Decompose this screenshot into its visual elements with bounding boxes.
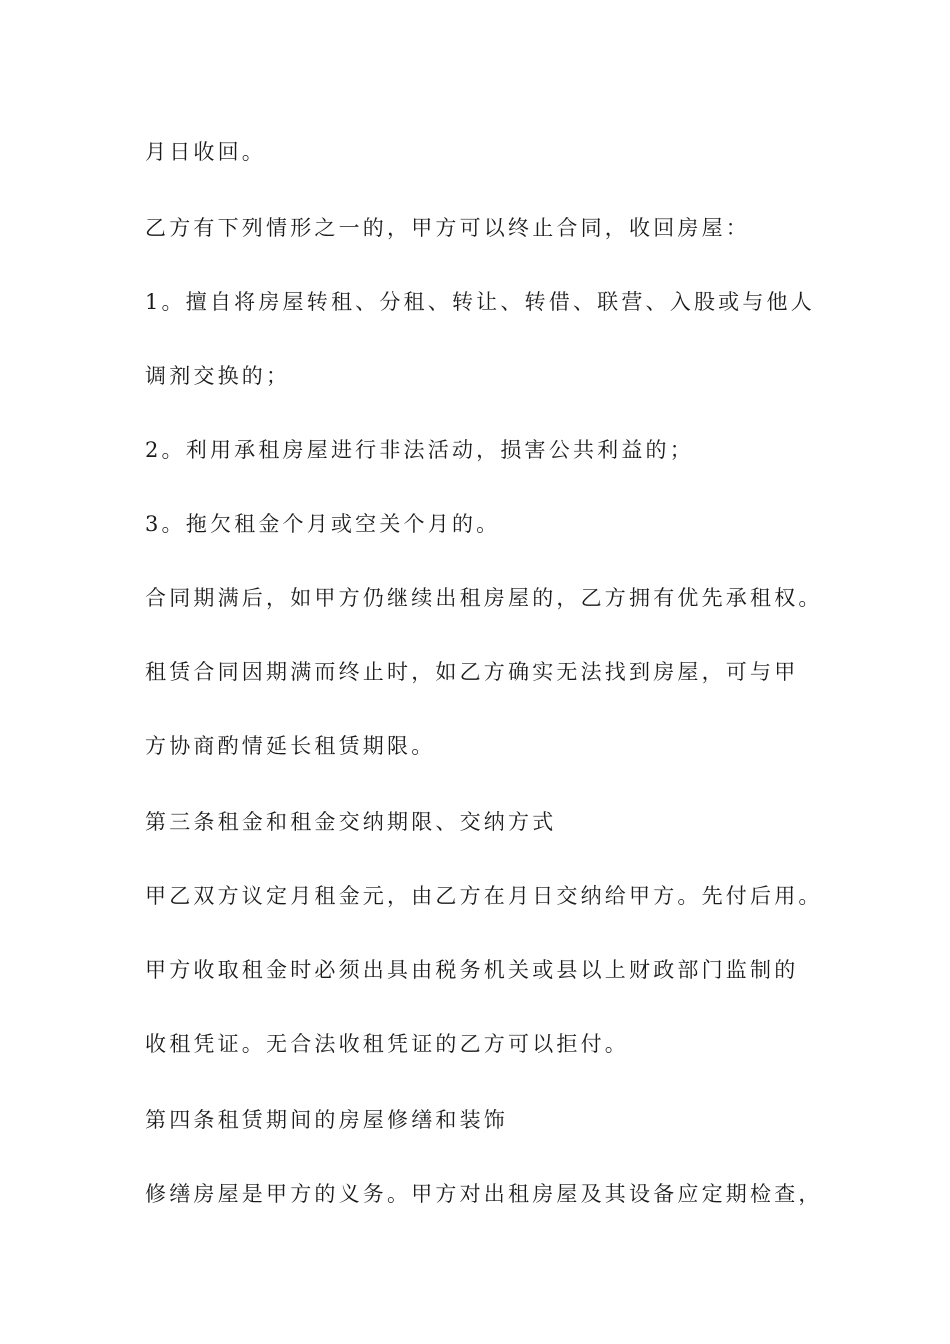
text-line-13: 收租凭证。无合法收租凭证的乙方可以拒付。 [145,1032,629,1056]
section-heading-3: 第三条租金和租金交纳期限、交纳方式 [145,810,557,834]
text-line-15: 修缮房屋是甲方的义务。甲方对出租房屋及其设备应定期检查， [145,1182,823,1206]
text-line-5: 2。利用承租房屋进行非法活动，损害公共利益的； [145,438,694,462]
text-line-12: 甲方收取租金时必须出具由税务机关或县以上财政部门监制的 [145,958,799,982]
text-line-9: 方协商酌情延长租赁期限。 [145,734,436,758]
text-line-1: 月日收回。 [145,140,266,164]
text-line-4: 调剂交换的； [145,364,291,388]
text-line-3: 1。擅自将房屋转租、分租、转让、转借、联营、入股或与他人 [145,290,815,314]
text-line-8: 租赁合同因期满而终止时，如乙方确实无法找到房屋，可与甲 [145,660,799,684]
section-heading-4: 第四条租赁期间的房屋修缮和装饰 [145,1108,508,1132]
text-line-11: 甲乙双方议定月租金元，由乙方在月日交纳给甲方。先付后用。 [145,884,823,908]
text-line-2: 乙方有下列情形之一的，甲方可以终止合同，收回房屋： [145,216,750,240]
text-line-7: 合同期满后，如甲方仍继续出租房屋的，乙方拥有优先承租权。 [145,586,823,610]
text-line-6: 3。拖欠租金个月或空关个月的。 [145,512,501,536]
